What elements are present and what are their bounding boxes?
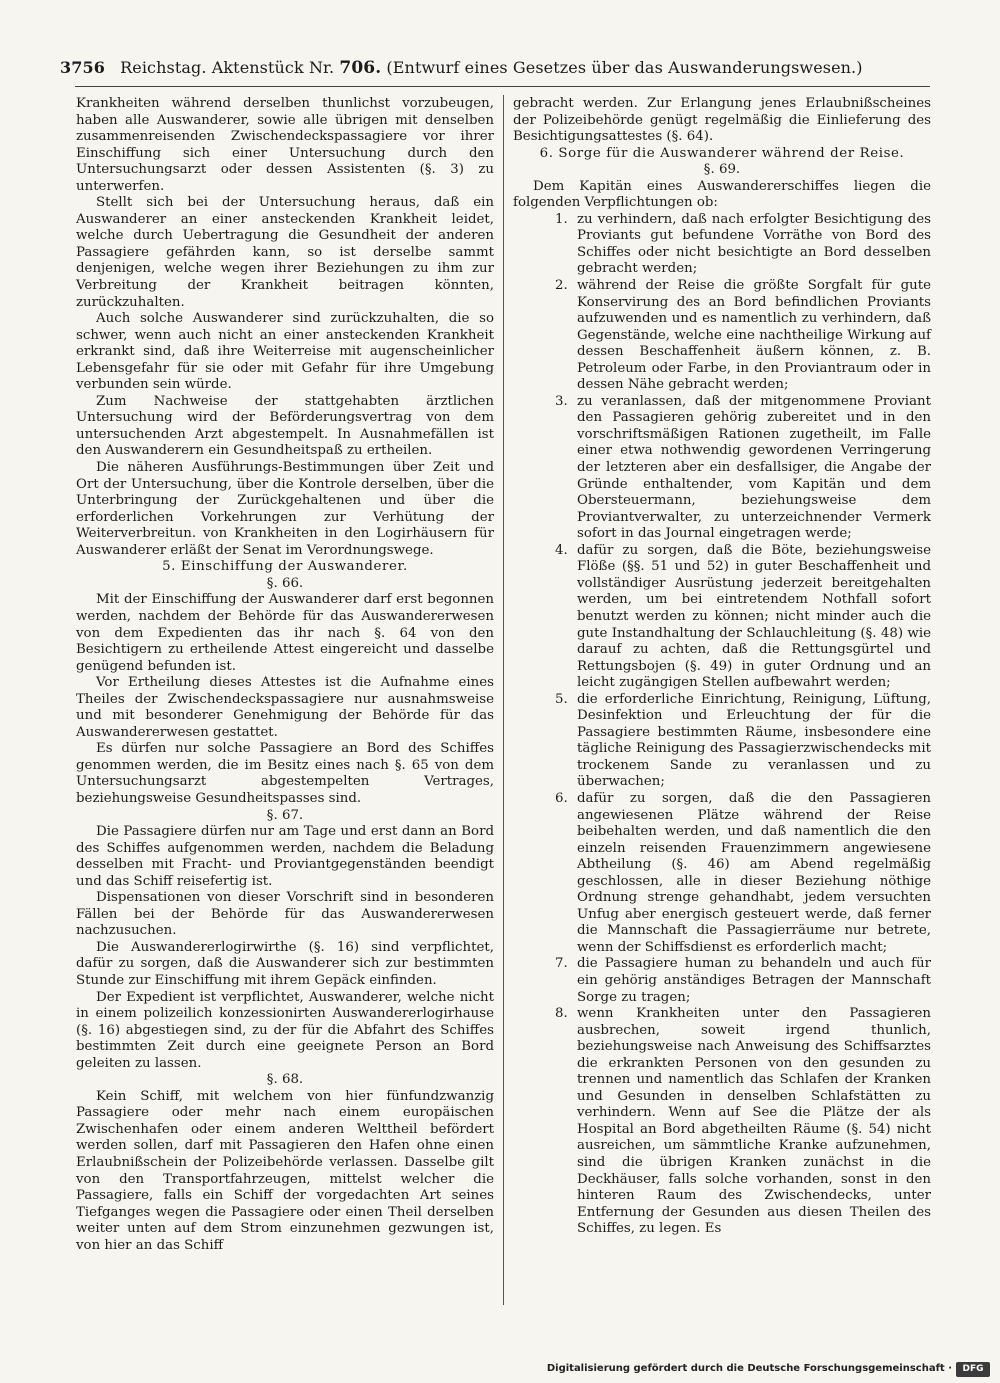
paragraph: Kein Schiff, mit welchem von hier fünfundzwanzig Passagiere oder mehr nach einem europäischen Zwischenhafen oder einem anderen Welttheil befördert werden sollen, darf mit Passagieren den Hafen ohne einen Erlaubnißschein der Polizeibehörde verlassen. Dasselbe gilt von den Transportfahrzeugen, mittelst welcher die Passagiere, falls ein Schiff der vorgedachten Art seines Tiefganges wegen die Passagiere oder einen Theil derselben weiter unten auf dem Strom einzunehmen gezwungen ist, von hier an das Schiff [76, 1088, 494, 1253]
paragraph-mark: §. 69. [703, 162, 741, 178]
header-document-number: 706. [339, 58, 382, 78]
section-heading: 6. Sorge für die Auswanderer während der Reise. [539, 145, 905, 161]
paragraph: Stellt sich bei der Untersuchung heraus, daß ein Auswanderer an einer ansteckenden Krankheit leidet, welche durch Uebertragung die Gesundheit der anderen Passagiere gefährden kann, so ist derselbe sammt denjenigen, welche wegen ihrer Beziehungen zu ihm zur Verbreitung der Krankheit beitragen könnten, zurückzuhalten. [76, 195, 494, 310]
list-item [513, 394, 931, 543]
paragraph: Dispensationen von dieser Vorschrift sind in besonderen Fällen bei der Behörde für das Auswandererwesen nachzusuchen. [76, 890, 494, 939]
item-text: die Passagiere human zu behandeln und auch für ein gehörig anständiges Betragen der Mannschaft Sorge zu tragen; [577, 956, 931, 1005]
item-number: 2. [555, 278, 568, 294]
list-item [513, 278, 931, 394]
item-number: 4. [555, 542, 568, 558]
list-item [513, 212, 931, 278]
paragraph: Die näheren Ausführungs-Bestimmungen über Zeit und Ort der Untersuchung, über die Kontrole derselben, über die Unterbringung der Zurückgehaltenen und über die erforderlichen Vorkehrungen zur Verhütung der Weiterverbreitun. von Krankheiten in den Logirhäusern für Auswanderer erläßt der Senat im Verordnungswege. [76, 460, 494, 558]
paragraph: Der Expedient ist verpflichtet, Auswanderer, welche nicht in einem polizeilich konzessionirten Auswandererlogirhause (§. 16) abgestiegen sind, zu der für die Abfahrt des Schiffes bestimmten Zeit durch eine geeignete Person an Bord geleiten zu lassen. [76, 989, 494, 1071]
header-title-post: (Entwurf eines Gesetzes über das Auswanderungswesen.) [386, 58, 863, 77]
header-rule [75, 86, 930, 87]
item-number: 6. [555, 790, 568, 806]
item-number: 7. [555, 956, 568, 972]
page-number: 3756 [60, 58, 105, 77]
paragraph-mark: §. 67. [266, 807, 304, 823]
item-text: dafür zu sorgen, daß die Böte, beziehungsweise Flöße (§§. 51 und 52) in guter Beschaffenheit und vollständiger Ausrüstung jederzeit bereitgehalten werden, um bei eintretendem Nothfall sofort benutzt werden zu können; nicht minder auch die gute Instandhaltung der Schlauchleitung (§. 48) wie darauf zu achten, daß die Rettungsgürtel und Rettungsbojen (§. 49) in guter Ordnung und an leicht zugängigen Stellen aufbewahrt werden; [577, 542, 931, 691]
item-text: die erforderliche Einrichtung, Reinigung, Lüftung, Desinfektion und Erleuchtung der für die Passagiere bestimmten Räume, insbesondere eine tägliche Reinigung des Passagierzwischendecks mit trockenem Sande zu veranlassen und zu überwachen; [577, 691, 931, 790]
list-item [513, 956, 931, 1006]
column-divider [503, 95, 504, 1305]
paragraph: gebracht werden. Zur Erlangung jenes Erlaubnißscheines der Polizeibehörde genügt regelmäßig die Einlieferung des Besichtigungsattestes (§. 64). [513, 96, 931, 145]
paragraph: Die Passagiere dürfen nur am Tage und erst dann an Bord des Schiffes aufgenommen werden, nachdem die Beladung desselben mit Fracht- und Proviantgegenständen beendigt und das Schiff reisefertig ist. [76, 824, 494, 889]
item-number: 1. [555, 211, 568, 227]
paragraph: Zum Nachweise der stattgehabten ärztlichen Untersuchung wird der Beförderungsvertrag von dem untersuchenden Arzt abgestempelt. In Ausnahmefällen ist den Auswanderern ein Gesundheitspaß zu ertheilen. [76, 393, 494, 459]
header-title-pre: Reichstag. Aktenstück Nr. [120, 58, 335, 77]
dfg-logo: DFG [956, 1362, 990, 1377]
paragraph-mark: §. 68. [266, 1072, 304, 1088]
item-number: 3. [555, 393, 568, 409]
item-text: wenn Krankheiten unter den Passagieren ausbrechen, soweit irgend thunlich, beziehungsweise nach Anweisung des Schiffsarztes die erkrankten Personen von den gesunden zu trennen und namentlich das Schlafen der Kranken und Gesunden in denselben Schlafstätten zu verhindern. Wenn auf See die Plätze der als Hospital an Bord abgetheilten Räume (§. 54) nicht ausreichen, um sämmtliche Kranke aufzunehmen, sind die übrigen Kranken zunächst in die Deckhäuser, falls solche vorhanden, sonst in den hinteren Raum des Zwischendecks, unter Entfernung der Gesunden aus diesen Theilen des Schiffes, zu legen. Es [577, 1006, 931, 1237]
item-text: während der Reise die größte Sorgfalt für gute Konservirung des an Bord befindlichen Proviants aufzuwenden und es namentlich zu verhindern, daß Gegenstände, welche eine nachtheilige Wirkung auf dessen Beschaffenheit äußern können, z. B. Petroleum oder Farbe, in den Proviantraum oder in dessen Nähe gebracht werden; [577, 278, 931, 393]
paragraph: Vor Ertheilung dieses Attestes ist die Aufnahme eines Theiles der Zwischendeckspassagiere nur ausnahmsweise und mit besonderer Genehmigung der Behörde für das Auswandererwesen gestattet. [76, 675, 494, 740]
item-text: zu verhindern, daß nach erfolgter Besichtigung des Proviants gut befundene Vorräthe von Bord des Schiffes oder nicht besichtigte an Bord desselben gebracht werden; [577, 211, 931, 277]
footer [0, 1362, 1000, 1380]
section-heading: 5. Einschiffung der Auswanderer. [162, 559, 408, 575]
list-item [513, 791, 931, 956]
paragraph: Mit der Einschiffung der Auswanderer darf erst begonnen werden, nachdem der Behörde für das Auswandererwesen von dem Expedienten das ihr nach §. 64 von den Besichtigern zu ertheilende Attest eingereicht und dasselbe genügend befunden ist. [76, 592, 494, 674]
item-number: 8. [555, 1006, 568, 1022]
paragraph: Die Auswandererlogirwirthe (§. 16) sind verpflichtet, dafür zu sorgen, daß die Auswanderer sich zur bestimmten Stunde zur Einschiffung mit ihrem Gepäck einfinden. [76, 939, 494, 988]
paragraph: Dem Kapitän eines Auswandererschiffes liegen die folgenden Verpflichtungen ob: [513, 178, 931, 211]
item-text: zu veranlassen, daß der mitgenommene Proviant den Passagieren gehörig zubereitet und in den vorschriftsmäßigen Rationen zugetheilt, im Falle einer etwa nothwendig gewordenen Verringerung der letzteren aber ein desfallsiger, die Angabe der Gründe enthaltender, vom Kapitän und dem Obersteuermann, beziehungsweise dem Proviantverwalter, zu unterzeichnender Vermerk sofort in das Journal eingetragen werde; [577, 393, 931, 542]
list-item [513, 692, 931, 791]
right-column [513, 96, 931, 1238]
page-header [60, 58, 945, 78]
paragraph: Auch solche Auswanderer sind zurückzuhalten, die so schwer, wenn auch nicht an einer ansteckenden Krankheit erkrankt sind, daß ihre Weiterreise mit augenscheinlicher Lebensgefahr für sie oder mit Gefahr für ihre Umgebung verbunden sein würde. [76, 311, 494, 393]
paragraph: Es dürfen nur solche Passagiere an Bord des Schiffes genommen werden, die im Besitz eines nach §. 65 von dem Untersuchungsarzt abgestempelten Vertrages, beziehungsweise Gesundheitspasses sind. [76, 741, 494, 806]
list-item [513, 543, 931, 692]
left-column [76, 96, 494, 1254]
paragraph-mark: §. 66. [266, 575, 304, 591]
list-item [513, 1006, 931, 1238]
obligations-list [513, 212, 931, 1238]
funding-notice: Digitalisierung gefördert durch die Deutsche Forschungsgemeinschaft · [546, 1363, 952, 1374]
item-number: 5. [555, 691, 568, 707]
paragraph: Krankheiten während derselben thunlichst vorzubeugen, haben alle Auswanderer, sowie alle übrigen mit denselben zusammenreisenden Zwischendeckspassagiere vor ihrer Einschiffung sich einer Untersuchung durch den Untersuchungsarzt oder dessen Assistenten (§. 3) zu unterwerfen. [76, 96, 494, 194]
item-text: dafür zu sorgen, daß die den Passagieren angewiesenen Plätze während der Reise beibehalten werden, und daß namentlich die den einzeln reisenden Frauenzimmern angewiesene Abtheilung (§. 46) am Abend regelmäßig geschlossen, alle in dieser Beziehung nöthige Ordnung strenge gehandhabt, jedem versuchten Unfug aber energisch gesteuert werde, daß ferner die Mannschaft die Passagierräume nur betrete, wenn der Schiffsdienst es erforderlich macht; [577, 790, 931, 955]
